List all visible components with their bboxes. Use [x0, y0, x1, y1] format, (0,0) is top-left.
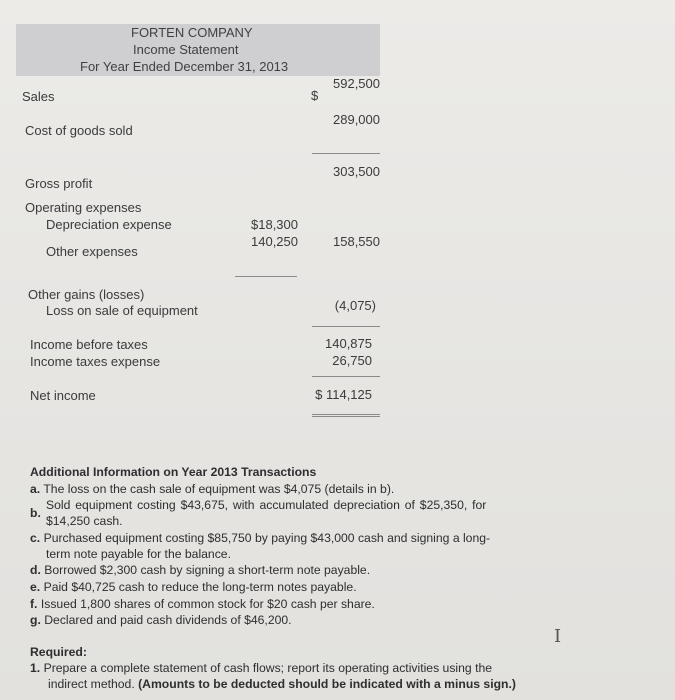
- cogs-label: Cost of goods sold: [25, 123, 133, 138]
- taxes-underline: [312, 376, 380, 377]
- expenses-underline: [235, 276, 297, 277]
- net-income-label: Net income: [30, 388, 96, 403]
- required-number: 1.: [30, 661, 41, 675]
- info-item-c: [30, 531, 490, 545]
- other-expenses-label: Other expenses: [46, 244, 138, 259]
- info-item-a: [30, 482, 394, 496]
- info-item-b-line1: Sold equipment costing $43,675, with accumulated depreciation of $25,350, for: [46, 498, 487, 512]
- info-item-b-line2: $14,250 cash.: [46, 514, 123, 528]
- info-letter: e.: [30, 580, 41, 594]
- other-gains-underline: [312, 326, 380, 327]
- info-letter-b: b.: [30, 506, 41, 520]
- info-text: Purchased equipment costing $85,750 by paying $43,000 cash and signing a long-: [43, 531, 491, 545]
- gross-profit-total: 303,500: [333, 164, 380, 179]
- info-item-e: [30, 580, 357, 594]
- company-name: FORTEN COMPANY: [131, 25, 253, 40]
- statement-period: For Year Ended December 31, 2013: [80, 59, 289, 74]
- operating-expenses-label: Operating expenses: [25, 200, 142, 215]
- sales-label: Sales: [22, 89, 55, 104]
- depreciation-label: Depreciation expense: [46, 217, 172, 232]
- loss-on-sale-total: (4,075): [334, 298, 376, 313]
- info-item-c-line2: term note payable for the balance.: [46, 547, 231, 561]
- info-item-g: [30, 613, 292, 627]
- sales-total: 592,500: [333, 76, 380, 91]
- info-text: Declared and paid cash dividends of $46,200.: [44, 613, 292, 627]
- info-item-f: [30, 597, 375, 611]
- info-text: The loss on the cash sale of equipment was $4,075 (details in b).: [43, 482, 395, 496]
- income-taxes-total: 26,750: [332, 353, 372, 368]
- info-text: Issued 1,800 shares of common stock for $20 cash per share.: [40, 597, 375, 611]
- info-letter: c.: [30, 531, 41, 545]
- info-text: Paid $40,725 cash to reduce the long-term notes payable.: [43, 580, 357, 594]
- info-letter: a.: [30, 482, 41, 496]
- info-text: Borrowed $2,300 cash by signing a short-term note payable.: [44, 563, 371, 577]
- loss-on-sale-label: Loss on sale of equipment: [46, 303, 198, 318]
- info-item-d: [30, 563, 370, 577]
- required-heading: Required:: [30, 645, 87, 659]
- additional-info-heading: Additional Information on Year 2013 Transactions: [30, 465, 317, 479]
- income-taxes-label: Income taxes expense: [30, 354, 161, 369]
- sales-currency: $: [311, 88, 319, 103]
- depreciation-amount: $18,300: [251, 217, 298, 232]
- required-text: Prepare a complete statement of cash flows; report its operating activities using the: [43, 661, 493, 675]
- required-text-bold: (Amounts to be deducted should be indicated with a minus sign.): [138, 677, 516, 691]
- income-before-taxes-label: Income before taxes: [30, 337, 148, 352]
- required-item-line1: [30, 661, 492, 675]
- cogs-underline: [312, 153, 380, 154]
- net-income-double-underline: [312, 414, 380, 417]
- operating-expenses-total: 158,550: [333, 234, 380, 249]
- cogs-total: 289,000: [333, 112, 380, 127]
- statement-title: Income Statement: [133, 42, 239, 57]
- net-income-total: $ 114,125: [315, 387, 372, 402]
- income-before-taxes-total: 140,875: [325, 336, 372, 351]
- other-gains-label: Other gains (losses): [28, 287, 145, 302]
- info-letter: d.: [30, 563, 41, 577]
- gross-profit-label: Gross profit: [25, 176, 93, 191]
- info-letter: g.: [30, 613, 41, 627]
- info-letter: f.: [30, 597, 38, 611]
- text-cursor-icon: I: [554, 626, 562, 647]
- required-item-line2: [48, 677, 516, 691]
- required-text-plain: indirect method.: [48, 677, 135, 691]
- other-expenses-amount: 140,250: [251, 234, 298, 249]
